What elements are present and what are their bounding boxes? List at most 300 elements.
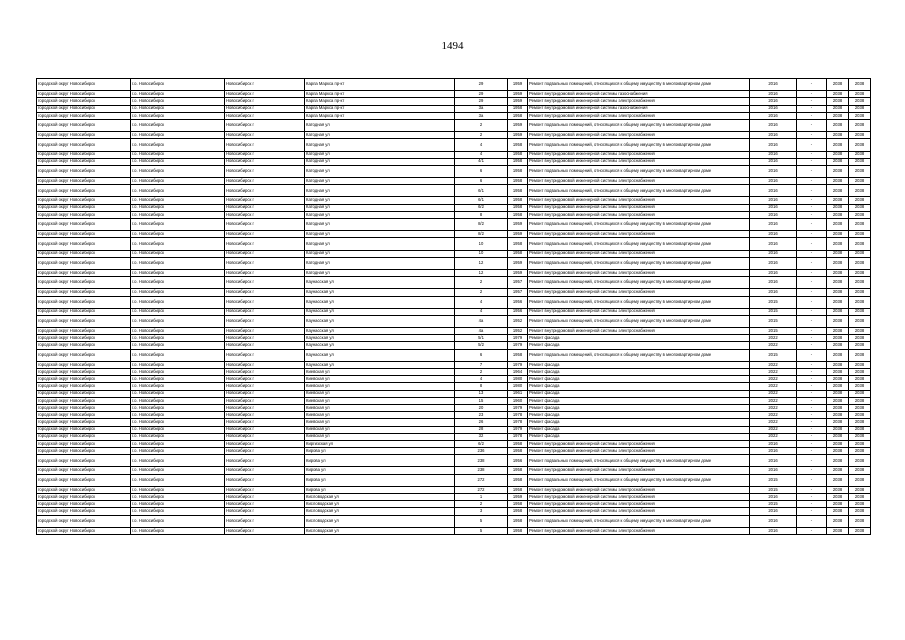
work-type-cell: Ремонт фасада	[528, 376, 750, 383]
build-year-cell: 1959	[508, 132, 528, 139]
dash-cell: -	[797, 219, 827, 231]
street-cell: Кирова ул	[305, 448, 455, 455]
dash-cell: -	[797, 238, 827, 250]
deadline-year-cell: 2038	[827, 467, 849, 474]
plan-year-cell: 2022	[750, 397, 797, 404]
dash-cell: -	[797, 257, 827, 269]
city-cell: Новосибирск г	[225, 112, 305, 119]
dash-cell: -	[797, 151, 827, 158]
final-year-cell: 2038	[849, 383, 871, 390]
work-type-cell: Ремонт фасада	[528, 335, 750, 342]
house-number-cell: 2	[455, 132, 508, 139]
final-year-cell: 2038	[849, 440, 871, 447]
work-type-cell: Ремонт фасада	[528, 369, 750, 376]
dash-cell: -	[797, 158, 827, 165]
municipality-cell: городской округ Новосибирск	[37, 474, 131, 486]
final-year-cell: 2038	[849, 98, 871, 105]
work-type-cell: Ремонт внутридомовой инженерной системы электроснабжения	[528, 197, 750, 204]
dash-cell: -	[797, 308, 827, 315]
final-year-cell: 2038	[849, 158, 871, 165]
work-type-cell: Ремонт внутридомовой инженерной системы электроснабжения	[528, 527, 750, 534]
table-row	[37, 165, 871, 177]
dash-cell: -	[797, 349, 827, 361]
settlement-cell: г.о. Новосибирск	[131, 79, 225, 91]
municipality-cell: городской округ Новосибирск	[37, 328, 131, 335]
plan-year-cell: 2016	[750, 250, 797, 257]
final-year-cell: 2038	[849, 139, 871, 151]
house-number-cell: 8	[455, 383, 508, 390]
plan-year-cell: 2016	[750, 139, 797, 151]
settlement-cell: г.о. Новосибирск	[131, 328, 225, 335]
municipality-cell: городской округ Новосибирск	[37, 527, 131, 534]
dash-cell: -	[797, 328, 827, 335]
final-year-cell: 2038	[849, 515, 871, 527]
settlement-cell: г.о. Новосибирск	[131, 185, 225, 197]
street-cell: Катодная ул	[305, 219, 455, 231]
plan-year-cell: 2016	[750, 440, 797, 447]
final-year-cell: 2038	[849, 486, 871, 493]
street-cell: Киевская ул	[305, 426, 455, 433]
house-number-cell: 6	[455, 349, 508, 361]
house-number-cell: 29	[455, 91, 508, 98]
final-year-cell: 2038	[849, 289, 871, 296]
plan-year-cell: 2015	[750, 486, 797, 493]
municipality-cell: городской округ Новосибирск	[37, 219, 131, 231]
work-type-cell: Ремонт внутридомовой инженерной системы электроснабжения	[528, 448, 750, 455]
city-cell: Новосибирск г	[225, 440, 305, 447]
house-number-cell: 20	[455, 404, 508, 411]
table-row	[37, 158, 871, 165]
street-cell: Катодная ул	[305, 139, 455, 151]
settlement-cell: г.о. Новосибирск	[131, 474, 225, 486]
deadline-year-cell: 2038	[827, 158, 849, 165]
build-year-cell: 1959	[508, 494, 528, 501]
final-year-cell: 2038	[849, 204, 871, 211]
municipality-cell: городской округ Новосибирск	[37, 185, 131, 197]
settlement-cell: г.о. Новосибирск	[131, 112, 225, 119]
plan-year-cell: 2022	[750, 412, 797, 419]
street-cell: Кирова ул	[305, 486, 455, 493]
plan-year-cell: 2015	[750, 328, 797, 335]
final-year-cell: 2038	[849, 397, 871, 404]
final-year-cell: 2038	[849, 178, 871, 185]
plan-year-cell: 2016	[750, 178, 797, 185]
table-row	[37, 119, 871, 131]
house-number-cell: 1	[455, 494, 508, 501]
street-cell: Катодная ул	[305, 257, 455, 269]
settlement-cell: г.о. Новосибирск	[131, 119, 225, 131]
build-year-cell: 1961	[508, 390, 528, 397]
settlement-cell: г.о. Новосибирск	[131, 91, 225, 98]
deadline-year-cell: 2038	[827, 91, 849, 98]
build-year-cell: 1958	[508, 349, 528, 361]
dash-cell: -	[797, 515, 827, 527]
city-cell: Новосибирск г	[225, 296, 305, 308]
settlement-cell: г.о. Новосибирск	[131, 197, 225, 204]
work-type-cell: Ремонт внутридомовой инженерной системы газоснабжения	[528, 91, 750, 98]
settlement-cell: г.о. Новосибирск	[131, 231, 225, 238]
city-cell: Новосибирск г	[225, 204, 305, 211]
plan-year-cell: 2022	[750, 419, 797, 426]
dash-cell: -	[797, 376, 827, 383]
street-cell: Карла Маркса пр-кт	[305, 105, 455, 112]
deadline-year-cell: 2038	[827, 515, 849, 527]
settlement-cell: г.о. Новосибирск	[131, 486, 225, 493]
city-cell: Новосибирск г	[225, 105, 305, 112]
municipality-cell: городской округ Новосибирск	[37, 467, 131, 474]
settlement-cell: г.о. Новосибирск	[131, 501, 225, 508]
work-type-cell: Ремонт внутридомовой инженерной системы электроснабжения	[528, 467, 750, 474]
settlement-cell: г.о. Новосибирск	[131, 376, 225, 383]
table-row	[37, 397, 871, 404]
work-type-cell: Ремонт внутридомовой инженерной системы электроснабжения	[528, 112, 750, 119]
build-year-cell: 1958	[508, 139, 528, 151]
deadline-year-cell: 2038	[827, 231, 849, 238]
deadline-year-cell: 2038	[827, 376, 849, 383]
work-type-cell: Ремонт внутридомовой инженерной системы электроснабжения	[528, 158, 750, 165]
city-cell: Новосибирск г	[225, 369, 305, 376]
final-year-cell: 2038	[849, 185, 871, 197]
final-year-cell: 2038	[849, 296, 871, 308]
dash-cell: -	[797, 361, 827, 368]
dash-cell: -	[797, 404, 827, 411]
final-year-cell: 2038	[849, 211, 871, 218]
final-year-cell: 2038	[849, 277, 871, 289]
final-year-cell: 2038	[849, 269, 871, 276]
build-year-cell: 1979	[508, 342, 528, 349]
settlement-cell: г.о. Новосибирск	[131, 390, 225, 397]
settlement-cell: г.о. Новосибирск	[131, 455, 225, 467]
deadline-year-cell: 2038	[827, 139, 849, 151]
city-cell: Новосибирск г	[225, 349, 305, 361]
municipality-cell: городской округ Новосибирск	[37, 404, 131, 411]
deadline-year-cell: 2038	[827, 494, 849, 501]
deadline-year-cell: 2038	[827, 433, 849, 440]
table-row	[37, 440, 871, 447]
settlement-cell: г.о. Новосибирск	[131, 211, 225, 218]
municipality-cell: городской округ Новосибирск	[37, 440, 131, 447]
build-year-cell: 1959	[508, 79, 528, 91]
deadline-year-cell: 2038	[827, 349, 849, 361]
final-year-cell: 2038	[849, 494, 871, 501]
plan-year-cell: 2022	[750, 342, 797, 349]
build-year-cell: 1952	[508, 315, 528, 327]
house-number-cell: 8/2	[455, 219, 508, 231]
house-number-cell: 4	[455, 296, 508, 308]
street-cell: Кирова ул	[305, 455, 455, 467]
municipality-cell: городской округ Новосибирск	[37, 369, 131, 376]
deadline-year-cell: 2038	[827, 440, 849, 447]
city-cell: Новосибирск г	[225, 308, 305, 315]
plan-year-cell: 2016	[750, 91, 797, 98]
plan-year-cell: 2016	[750, 238, 797, 250]
settlement-cell: г.о. Новосибирск	[131, 426, 225, 433]
build-year-cell: 1958	[508, 105, 528, 112]
dash-cell: -	[797, 369, 827, 376]
municipality-cell: городской округ Новосибирск	[37, 79, 131, 91]
house-number-cell: 32	[455, 433, 508, 440]
plan-year-cell: 2015	[750, 315, 797, 327]
deadline-year-cell: 2038	[827, 527, 849, 534]
deadline-year-cell: 2038	[827, 197, 849, 204]
table-row	[37, 369, 871, 376]
dash-cell: -	[797, 383, 827, 390]
build-year-cell: 1958	[508, 440, 528, 447]
house-number-cell: 5/2	[455, 342, 508, 349]
table-row	[37, 257, 871, 269]
house-number-cell: 6	[455, 165, 508, 177]
settlement-cell: г.о. Новосибирск	[131, 151, 225, 158]
dash-cell: -	[797, 178, 827, 185]
final-year-cell: 2038	[849, 419, 871, 426]
plan-year-cell: 2022	[750, 376, 797, 383]
street-cell: Катодная ул	[305, 231, 455, 238]
work-type-cell: Ремонт фасада	[528, 404, 750, 411]
final-year-cell: 2038	[849, 474, 871, 486]
build-year-cell: 1958	[508, 508, 528, 515]
final-year-cell: 2038	[849, 527, 871, 534]
final-year-cell: 2038	[849, 197, 871, 204]
final-year-cell: 2038	[849, 151, 871, 158]
city-cell: Новосибирск г	[225, 139, 305, 151]
city-cell: Новосибирск г	[225, 197, 305, 204]
street-cell: Карла Маркса пр-кт	[305, 112, 455, 119]
dash-cell: -	[797, 467, 827, 474]
plan-year-cell: 2022	[750, 404, 797, 411]
build-year-cell: 1958	[508, 211, 528, 218]
city-cell: Новосибирск г	[225, 289, 305, 296]
city-cell: Новосибирск г	[225, 219, 305, 231]
municipality-cell: городской округ Новосибирск	[37, 178, 131, 185]
final-year-cell: 2038	[849, 426, 871, 433]
deadline-year-cell: 2038	[827, 238, 849, 250]
build-year-cell: 1958	[508, 158, 528, 165]
street-cell: Каунасская ул	[305, 277, 455, 289]
municipality-cell: городской округ Новосибирск	[37, 165, 131, 177]
final-year-cell: 2038	[849, 455, 871, 467]
plan-year-cell: 2016	[750, 515, 797, 527]
build-year-cell: 1958	[508, 165, 528, 177]
final-year-cell: 2038	[849, 349, 871, 361]
deadline-year-cell: 2038	[827, 404, 849, 411]
city-cell: Новосибирск г	[225, 361, 305, 368]
dash-cell: -	[797, 448, 827, 455]
deadline-year-cell: 2038	[827, 178, 849, 185]
table-row	[37, 515, 871, 527]
plan-year-cell: 2016	[750, 508, 797, 515]
dash-cell: -	[797, 98, 827, 105]
house-number-cell: 5/1	[455, 335, 508, 342]
settlement-cell: г.о. Новосибирск	[131, 419, 225, 426]
final-year-cell: 2038	[849, 390, 871, 397]
house-number-cell: 2	[455, 369, 508, 376]
house-number-cell: 8	[455, 211, 508, 218]
build-year-cell: 1980	[508, 383, 528, 390]
city-cell: Новосибирск г	[225, 231, 305, 238]
street-cell: Кисловодская ул	[305, 501, 455, 508]
street-cell: Катодная ул	[305, 204, 455, 211]
municipality-cell: городской округ Новосибирск	[37, 289, 131, 296]
settlement-cell: г.о. Новосибирск	[131, 335, 225, 342]
build-year-cell: 1958	[508, 501, 528, 508]
final-year-cell: 2038	[849, 361, 871, 368]
dash-cell: -	[797, 105, 827, 112]
work-type-cell: Ремонт подвальных помещений, относящихся к общему имуществу в многоквартирном доме	[528, 455, 750, 467]
work-type-cell: Ремонт внутридомовой инженерной системы электроснабжения	[528, 211, 750, 218]
table-row	[37, 419, 871, 426]
deadline-year-cell: 2038	[827, 501, 849, 508]
table-row	[37, 269, 871, 276]
plan-year-cell: 2016	[750, 119, 797, 131]
dash-cell: -	[797, 419, 827, 426]
municipality-cell: городской округ Новосибирск	[37, 269, 131, 276]
street-cell: Катодная ул	[305, 250, 455, 257]
table-row	[37, 486, 871, 493]
municipality-cell: городской округ Новосибирск	[37, 132, 131, 139]
dash-cell: -	[797, 204, 827, 211]
deadline-year-cell: 2038	[827, 250, 849, 257]
table-row	[37, 91, 871, 98]
final-year-cell: 2038	[849, 412, 871, 419]
work-type-cell: Ремонт фасада	[528, 412, 750, 419]
table-row	[37, 474, 871, 486]
deadline-year-cell: 2038	[827, 361, 849, 368]
house-number-cell: 238	[455, 467, 508, 474]
house-number-cell: 4	[455, 151, 508, 158]
table-row	[37, 139, 871, 151]
dash-cell: -	[797, 112, 827, 119]
street-cell: Киевская ул	[305, 397, 455, 404]
deadline-year-cell: 2038	[827, 185, 849, 197]
municipality-cell: городской округ Новосибирск	[37, 455, 131, 467]
table-row	[37, 467, 871, 474]
city-cell: Новосибирск г	[225, 79, 305, 91]
street-cell: Карла Маркса пр-кт	[305, 91, 455, 98]
municipality-cell: городской округ Новосибирск	[37, 426, 131, 433]
plan-year-cell: 2022	[750, 383, 797, 390]
deadline-year-cell: 2038	[827, 151, 849, 158]
dash-cell: -	[797, 277, 827, 289]
street-cell: Катодная ул	[305, 269, 455, 276]
house-number-cell: 2	[455, 277, 508, 289]
table-row	[37, 361, 871, 368]
settlement-cell: г.о. Новосибирск	[131, 369, 225, 376]
city-cell: Новосибирск г	[225, 158, 305, 165]
city-cell: Новосибирск г	[225, 132, 305, 139]
deadline-year-cell: 2038	[827, 119, 849, 131]
settlement-cell: г.о. Новосибирск	[131, 158, 225, 165]
build-year-cell: 1956	[508, 296, 528, 308]
plan-year-cell: 2015	[750, 349, 797, 361]
city-cell: Новосибирск г	[225, 178, 305, 185]
deadline-year-cell: 2038	[827, 335, 849, 342]
municipality-cell: городской округ Новосибирск	[37, 376, 131, 383]
deadline-year-cell: 2038	[827, 211, 849, 218]
settlement-cell: г.о. Новосибирск	[131, 308, 225, 315]
build-year-cell: 1952	[508, 328, 528, 335]
build-year-cell: 1958	[508, 197, 528, 204]
city-cell: Новосибирск г	[225, 185, 305, 197]
dash-cell: -	[797, 79, 827, 91]
table-row	[37, 185, 871, 197]
municipality-cell: городской округ Новосибирск	[37, 349, 131, 361]
work-type-cell: Ремонт внутридомовой инженерной системы электроснабжения	[528, 494, 750, 501]
table-row	[37, 105, 871, 112]
plan-year-cell: 2022	[750, 361, 797, 368]
settlement-cell: г.о. Новосибирск	[131, 250, 225, 257]
final-year-cell: 2038	[849, 433, 871, 440]
plan-year-cell: 2015	[750, 501, 797, 508]
settlement-cell: г.о. Новосибирск	[131, 178, 225, 185]
work-type-cell: Ремонт внутридомовой инженерной системы электроснабжения	[528, 151, 750, 158]
table-row	[37, 197, 871, 204]
municipality-cell: городской округ Новосибирск	[37, 296, 131, 308]
page-number: 1494	[441, 40, 464, 52]
table-row	[37, 289, 871, 296]
municipality-cell: городской округ Новосибирск	[37, 98, 131, 105]
settlement-cell: г.о. Новосибирск	[131, 527, 225, 534]
plan-year-cell: 2016	[750, 494, 797, 501]
street-cell: Каунасская ул	[305, 342, 455, 349]
final-year-cell: 2038	[849, 250, 871, 257]
settlement-cell: г.о. Новосибирск	[131, 238, 225, 250]
table-row	[37, 250, 871, 257]
plan-year-cell: 2016	[750, 277, 797, 289]
house-number-cell: 26	[455, 419, 508, 426]
work-type-cell: Ремонт подвальных помещений, относящихся к общему имуществу в многоквартирном доме	[528, 315, 750, 327]
final-year-cell: 2038	[849, 335, 871, 342]
dash-cell: -	[797, 315, 827, 327]
dash-cell: -	[797, 342, 827, 349]
settlement-cell: г.о. Новосибирск	[131, 296, 225, 308]
final-year-cell: 2038	[849, 508, 871, 515]
work-type-cell: Ремонт подвальных помещений, относящихся к общему имуществу в многоквартирном доме	[528, 257, 750, 269]
municipality-cell: городской округ Новосибирск	[37, 515, 131, 527]
street-cell: Каунасская ул	[305, 349, 455, 361]
street-cell: Карла Маркса пр-кт	[305, 79, 455, 91]
deadline-year-cell: 2038	[827, 112, 849, 119]
house-number-cell: 29	[455, 79, 508, 91]
municipality-cell: городской округ Новосибирск	[37, 211, 131, 218]
dash-cell: -	[797, 211, 827, 218]
final-year-cell: 2038	[849, 467, 871, 474]
final-year-cell: 2038	[849, 369, 871, 376]
municipality-cell: городской округ Новосибирск	[37, 308, 131, 315]
build-year-cell: 1958	[508, 486, 528, 493]
plan-year-cell: 2016	[750, 165, 797, 177]
table-row	[37, 455, 871, 467]
build-year-cell: 1958	[508, 204, 528, 211]
street-cell: Катодная ул	[305, 132, 455, 139]
plan-year-cell: 2016	[750, 231, 797, 238]
table-row	[37, 390, 871, 397]
build-year-cell: 1978	[508, 412, 528, 419]
city-cell: Новосибирск г	[225, 257, 305, 269]
street-cell: Кисловодская ул	[305, 508, 455, 515]
deadline-year-cell: 2038	[827, 257, 849, 269]
city-cell: Новосибирск г	[225, 486, 305, 493]
settlement-cell: г.о. Новосибирск	[131, 315, 225, 327]
final-year-cell: 2038	[849, 315, 871, 327]
city-cell: Новосибирск г	[225, 527, 305, 534]
deadline-year-cell: 2038	[827, 508, 849, 515]
work-type-cell: Ремонт внутридомовой инженерной системы газоснабжения	[528, 105, 750, 112]
street-cell: Катодная ул	[305, 119, 455, 131]
plan-year-cell: 2016	[750, 185, 797, 197]
city-cell: Новосибирск г	[225, 98, 305, 105]
table-row	[37, 426, 871, 433]
deadline-year-cell: 2038	[827, 219, 849, 231]
